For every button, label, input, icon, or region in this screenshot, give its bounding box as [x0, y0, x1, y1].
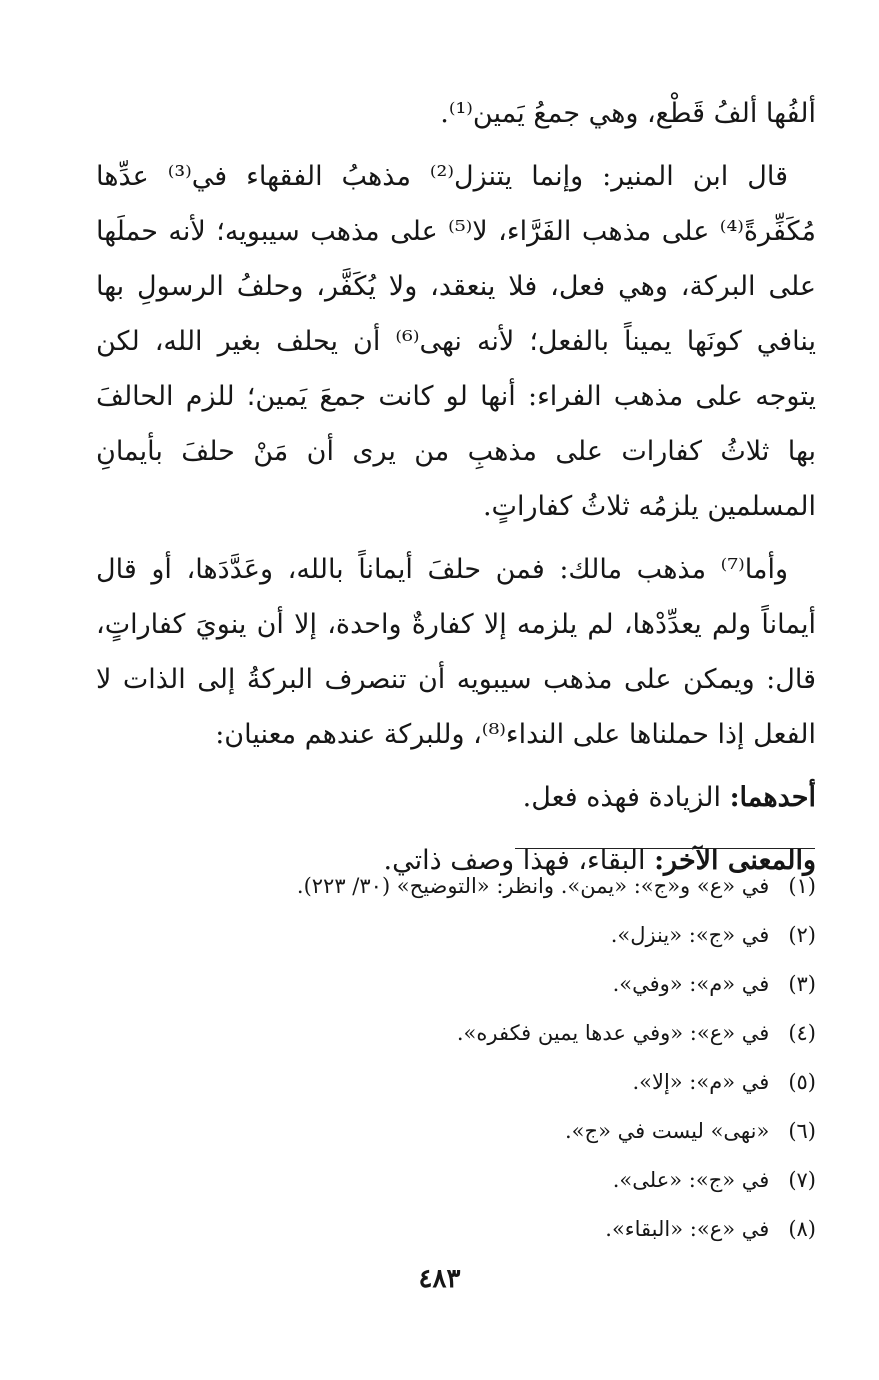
footnote-text: في «م»: «إلا». — [632, 1070, 770, 1094]
footnote-separator — [515, 848, 815, 849]
meaning-second-label: والمعنى الآخر: — [654, 845, 816, 876]
meaning-first — [96, 770, 816, 825]
footnote-number: (٥) — [788, 1070, 816, 1094]
main-text — [96, 86, 816, 896]
footnotes — [96, 862, 816, 1254]
meaning-first-text: الزيادة فهذه فعل. — [522, 782, 730, 813]
footnote-text: في «ع»: «وفي عدها يمين فكفره». — [456, 1021, 770, 1045]
meaning-second-text: البقاء، فهذا وصف ذاتي. — [383, 845, 655, 876]
footnote — [96, 911, 816, 960]
footnote — [96, 862, 816, 911]
footnote — [96, 1058, 816, 1107]
footnote — [96, 1205, 816, 1254]
footnote-number: (٤) — [788, 1021, 816, 1045]
meaning-first-label: أحدهما: — [729, 782, 816, 813]
footnote-number: (٨) — [788, 1217, 816, 1241]
footnote-number: (٢) — [788, 923, 816, 947]
footnote — [96, 1156, 816, 1205]
footnote — [96, 1107, 816, 1156]
paragraph-1: ألفُها ألفُ قَطْع، وهي جمعُ يَمين⁽¹⁾. — [440, 98, 816, 129]
footnote-text: «نهى» ليست في «ج». — [565, 1119, 770, 1143]
footnote-text: في «ع» و«ج»: «يمن». وانظر: «التوضيح» (٣٠/ ٢٢٣). — [296, 874, 770, 898]
paragraph-3: وأما⁽⁷⁾ مذهب مالك: فمن حلفَ أيماناً بالله، وعَدَّدَها، أو قال أيماناً ولم يعدِّدْها، لم يلزمه إلا كفارةٌ واحدة، إلا أن ينويَ كفاراتٍ، قال: ويمكن على مذهب سيبويه أن تنصرف البركةُ إلى الذات لا الفعل إذا حملناها على النداء⁽⁸⁾، وللبركة عندهم معنيان: — [96, 554, 816, 750]
footnote-text: في «ع»: «البقاء». — [605, 1217, 770, 1241]
footnote — [96, 960, 816, 1009]
footnote-number: (١) — [788, 874, 816, 898]
footnote-number: (٦) — [788, 1119, 816, 1143]
footnote-number: (٣) — [788, 972, 816, 996]
footnote-text: في «ج»: «ينزل». — [610, 923, 770, 947]
footnote — [96, 1009, 816, 1058]
footnote-text: في «م»: «وفي». — [612, 972, 770, 996]
page-number: ٤٨٣ — [418, 1264, 461, 1294]
paragraph-2: قال ابن المنير: وإنما يتنزل⁽²⁾ مذهبُ الفقهاء في⁽³⁾ عدِّها مُكَفِّرةً⁽⁴⁾ على مذهب الفَرَّاء، لا⁽⁵⁾ على مذهب سيبويه؛ لأنه حملَها على البركة، وهي فعل، فلا ينعقد، ولا يُكَفَّر، وحلفُ الرسولِ بها ينافي كونَها يميناً بالفعل؛ لأنه نهى⁽⁶⁾ أن يحلف بغير الله، لكن يتوجه على مذهب الفراء: أنها لو كانت جمعَ يَمين؛ للزم الحالفَ بها ثلاثُ كفارات على مذهبِ من يرى أن مَنْ حلفَ بأيمانِ المسلمين يلزمُه ثلاثُ كفاراتٍ. — [96, 161, 816, 522]
footnote-text: في «ج»: «على». — [612, 1168, 770, 1192]
footnote-number: (٧) — [788, 1168, 816, 1192]
